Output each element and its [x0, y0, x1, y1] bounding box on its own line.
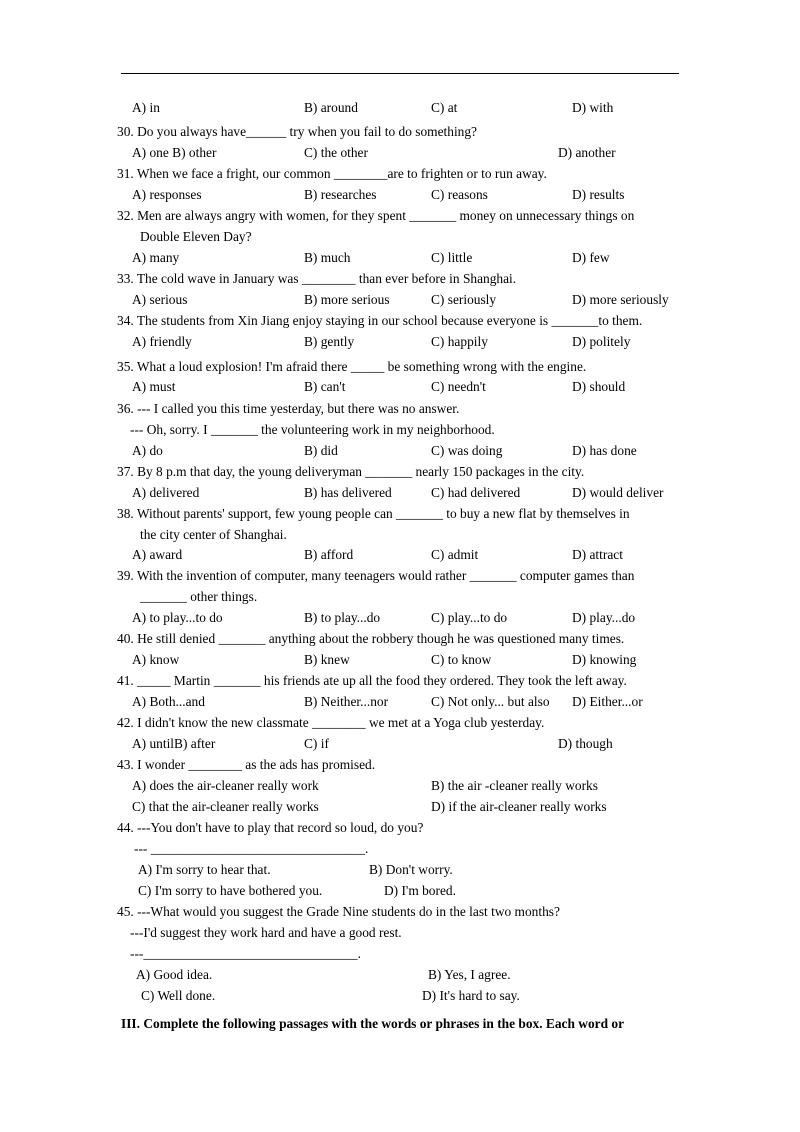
q30-option-d: D) another — [558, 145, 616, 160]
q33-stem: 33. The cold wave in January was ________ than ever before in Shanghai. — [117, 271, 517, 286]
q37-option-b: B) has delivered — [304, 485, 392, 500]
q45-stem-cont: ---I'd suggest they work hard and have a good rest. — [130, 925, 402, 940]
q41-option-a: A) Both...and — [132, 694, 205, 709]
q32-option-b: B) much — [304, 250, 351, 265]
q40-option-a: A) know — [132, 652, 180, 667]
q31-option-b: B) researches — [304, 187, 377, 202]
q34-option-b: B) gently — [304, 334, 355, 349]
q41-option-c: C) Not only... but also — [431, 694, 550, 709]
q29-option-b: B) around — [304, 100, 358, 115]
q42-option-d: D) though — [558, 736, 613, 751]
q42-option-c: C) if — [304, 736, 329, 751]
section-heading: III. Complete the following passages with the words or phrases in the box. Each word or — [121, 1016, 625, 1031]
q30-option-ab: A) one B) other — [132, 145, 217, 160]
q29-option-a: A) in — [132, 100, 160, 115]
q39-option-a: A) to play...to do — [132, 610, 223, 625]
q38-option-b: B) afford — [304, 547, 354, 562]
q33-option-d: D) more seriously — [572, 292, 669, 307]
q32-option-a: A) many — [132, 250, 180, 265]
q40-option-b: B) knew — [304, 652, 350, 667]
q40-option-d: D) knowing — [572, 652, 637, 667]
q45-option-b: B) Yes, I agree. — [428, 967, 511, 982]
q34-option-d: D) politely — [572, 334, 631, 349]
q44-option-a: A) I'm sorry to hear that. — [138, 862, 271, 877]
q37-stem: 37. By 8 p.m that day, the young deliveryman _______ nearly 150 packages in the city. — [117, 464, 585, 479]
q35-option-c: C) needn't — [431, 379, 486, 394]
q35-option-a: A) must — [132, 379, 176, 394]
q40-option-c: C) to know — [431, 652, 492, 667]
q30-stem: 30. Do you always have______ try when you fail to do something? — [117, 124, 477, 139]
q33-option-c: C) seriously — [431, 292, 497, 307]
q38-stem: 38. Without parents' support, few young people can _______ to buy a new flat by themselves in — [117, 506, 630, 521]
q43-option-a: A) does the air-cleaner really work — [132, 778, 319, 793]
q39-option-b: B) to play...do — [304, 610, 381, 625]
q44-option-d: D) I'm bored. — [384, 883, 456, 898]
q45-option-c: C) Well done. — [141, 988, 216, 1003]
q37-option-d: D) would deliver — [572, 485, 664, 500]
q39-option-d: D) play...do — [572, 610, 636, 625]
q44-option-c: C) I'm sorry to have bothered you. — [138, 883, 323, 898]
q34-stem: 34. The students from Xin Jiang enjoy staying in our school because everyone is _______to them. — [117, 313, 643, 328]
q29-option-c: C) at — [431, 100, 458, 115]
q34-option-c: C) happily — [431, 334, 488, 349]
q43-option-c: C) that the air-cleaner really works — [132, 799, 319, 814]
q45-answer-blank: ---________________________________. — [130, 946, 361, 961]
q35-option-b: B) can't — [304, 379, 346, 394]
q36-option-d: D) has done — [572, 443, 637, 458]
q37-option-a: A) delivered — [132, 485, 200, 500]
q40-stem: 40. He still denied _______ anything about the robbery though he was questioned many times. — [117, 631, 625, 646]
q39-stem: 39. With the invention of computer, many teenagers would rather _______ computer games than — [117, 568, 635, 583]
q30-option-c: C) the other — [304, 145, 368, 160]
q38-stem-cont: the city center of Shanghai. — [140, 527, 287, 542]
q37-option-c: C) had delivered — [431, 485, 521, 500]
q36-option-b: B) did — [304, 443, 338, 458]
q41-stem: 41. _____ Martin _______ his friends ate up all the food they ordered. They took the left away. — [117, 673, 627, 688]
q36-option-c: C) was doing — [431, 443, 503, 458]
q31-option-c: C) reasons — [431, 187, 488, 202]
q33-option-b: B) more serious — [304, 292, 390, 307]
q45-option-d: D) It's hard to say. — [422, 988, 520, 1003]
q29-option-d: D) with — [572, 100, 614, 115]
q32-stem-cont: Double Eleven Day? — [140, 229, 252, 244]
q43-stem: 43. I wonder ________ as the ads has promised. — [117, 757, 376, 772]
q32-option-d: D) few — [572, 250, 610, 265]
q36-stem-cont: --- Oh, sorry. I _______ the volunteering work in my neighborhood. — [130, 422, 495, 437]
header-rule — [121, 73, 679, 74]
q41-option-d: D) Either...or — [572, 694, 643, 709]
q39-stem-cont: _______ other things. — [140, 589, 258, 604]
q31-option-d: D) results — [572, 187, 625, 202]
q42-stem: 42. I didn't know the new classmate ________ we met at a Yoga club yesterday. — [117, 715, 545, 730]
q45-option-a: A) Good idea. — [136, 967, 213, 982]
q42-option-ab: A) untilB) after — [132, 736, 216, 751]
q34-option-a: A) friendly — [132, 334, 192, 349]
q32-option-c: C) little — [431, 250, 473, 265]
q36-stem: 36. --- I called you this time yesterday, but there was no answer. — [117, 401, 460, 416]
q35-option-d: D) should — [572, 379, 626, 394]
q32-stem: 32. Men are always angry with women, for they spent _______ money on unnecessary things on — [117, 208, 635, 223]
q38-option-a: A) award — [132, 547, 183, 562]
q39-option-c: C) play...to do — [431, 610, 508, 625]
q38-option-d: D) attract — [572, 547, 623, 562]
q31-stem: 31. When we face a fright, our common ________are to frighten or to run away. — [117, 166, 547, 181]
q44-stem: 44. ---You don't have to play that record so loud, do you? — [117, 820, 424, 835]
q31-option-a: A) responses — [132, 187, 202, 202]
q45-stem: 45. ---What would you suggest the Grade Nine students do in the last two months? — [117, 904, 560, 919]
q43-option-b: B) the air -cleaner really works — [431, 778, 598, 793]
q41-option-b: B) Neither...nor — [304, 694, 389, 709]
q44-option-b: B) Don't worry. — [369, 862, 453, 877]
q44-answer-blank: --- ________________________________. — [134, 841, 369, 856]
q38-option-c: C) admit — [431, 547, 479, 562]
q35-stem: 35. What a loud explosion! I'm afraid there _____ be something wrong with the engine. — [117, 359, 587, 374]
q36-option-a: A) do — [132, 443, 163, 458]
q33-option-a: A) serious — [132, 292, 188, 307]
q43-option-d: D) if the air-cleaner really works — [431, 799, 607, 814]
